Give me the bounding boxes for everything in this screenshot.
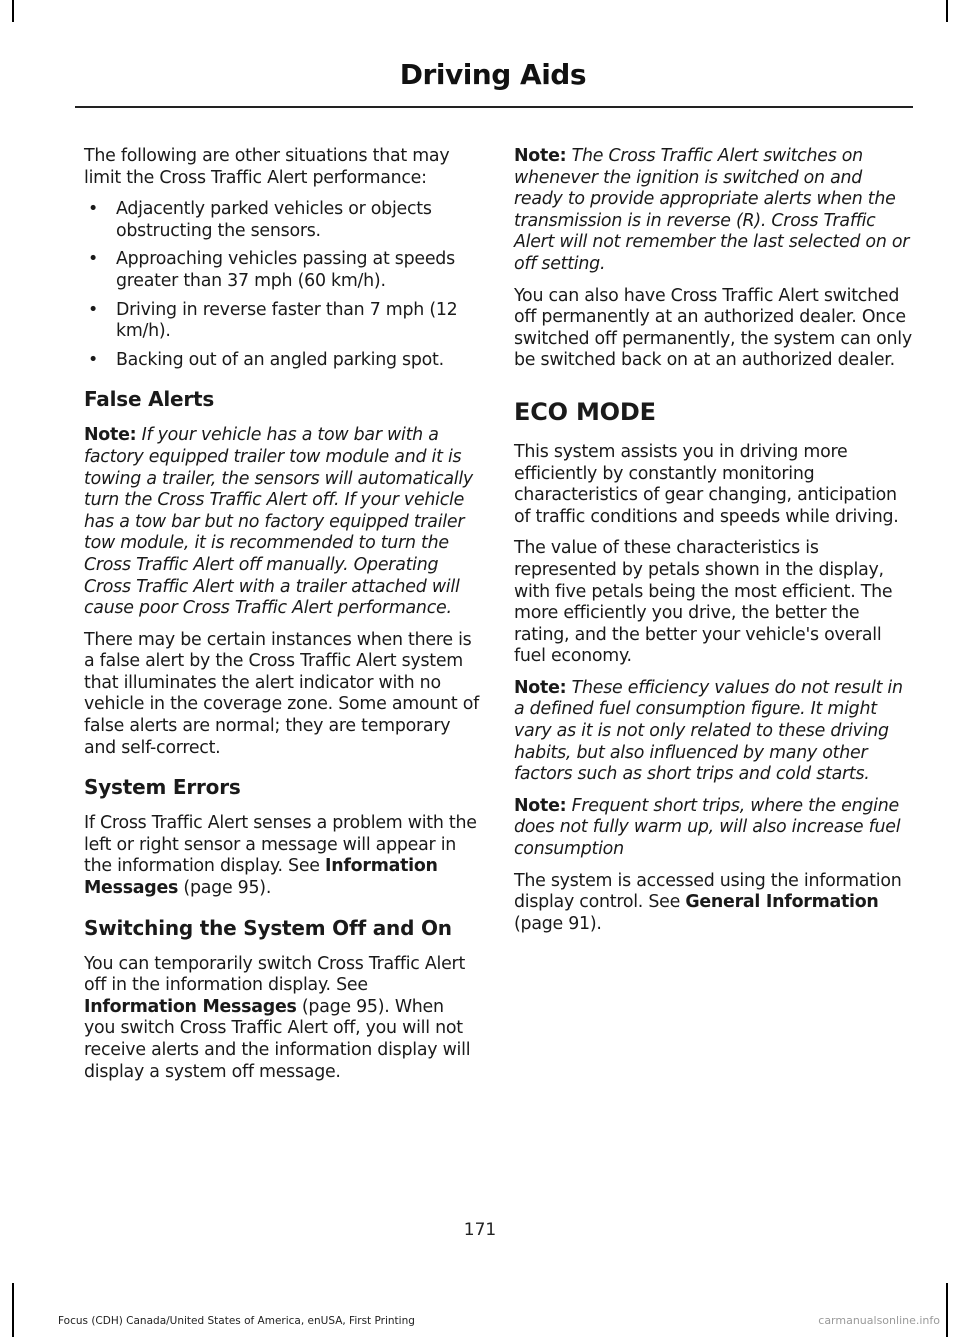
false-alerts-paragraph: There may be certain instances when there is a false alert by the Cross Traffic Alert system that illuminates the alert indicator with no vehicle in the coverage zone. Some amount of false alerts are normal; they are temporary and self-correct. — [84, 629, 479, 758]
cross-traffic-note: Note: The Cross Traffic Alert switches on whenever the ignition is switched on and ready to provide appropriate alerts when the transmission is in reverse (R). Cross Traffic Alert will not remember the last selected on or off setting. — [514, 146, 910, 274]
crop-mark-top-right — [946, 0, 948, 22]
eco-paragraph-1: This system assists you in driving more efficiently by constantly monitoring characteristics of gear changing, anticipation of traffic conditions and speeds while driving. — [514, 441, 899, 527]
intro-paragraph: The following are other situations that may limit the Cross Traffic Alert performance: — [84, 146, 450, 188]
false-alerts-heading: False Alerts — [84, 387, 215, 412]
bullet-icon: • — [88, 199, 99, 220]
switching-paragraph: You can temporarily switch Cross Traffic Alert off in the information display. See Information Messages (page 95). When you switch Cross Traffic Alert off, you will not receive alerts and the information display will display a system off message. — [84, 953, 471, 1082]
bullet-icon: • — [88, 249, 99, 270]
eco-mode-heading: ECO MODE — [514, 397, 656, 426]
general-information-link[interactable]: General Information — [685, 892, 879, 913]
print-info: Focus (CDH) Canada/United States of America, enUSA, First Printing — [58, 1315, 415, 1327]
eco-note-1: Note: These efficiency values do not result in a defined fuel consumption figure. It might vary as it is not only related to these driving habits, but also influenced by many other factors such as short trips and cold starts. — [514, 677, 903, 785]
header-divider — [75, 106, 913, 108]
system-errors-heading: System Errors — [84, 775, 241, 800]
eco-paragraph-2: The value of these characteristics is represented by petals shown in the display, with five petals being the most efficient. The more efficiently you drive, the better the rating, and the better your vehicle's overall fuel economy. — [514, 538, 893, 667]
eco-note-2: Note: Frequent short trips, where the engine does not fully warm up, will also increase fuel consumption — [514, 795, 901, 860]
crop-mark-top-left — [12, 0, 14, 22]
false-alerts-note: Note: If your vehicle has a tow bar with a factory equipped trailer tow module and it is towing a trailer, the sensors will automatically turn the Cross Traffic Alert off. If your vehicle has a tow bar but no factory equipped trailer tow module, it is recommended to turn the Cross Traffic Alert off manually. Operating Cross Traffic Alert with a trailer attached will cause poor Cross Traffic Alert performance. — [84, 425, 473, 619]
list-item: • Adjacently parked vehicles or objects obstructing the sensors. — [88, 199, 432, 241]
information-messages-link[interactable]: Information Messages — [84, 856, 438, 899]
system-errors-paragraph: If Cross Traffic Alert senses a problem with the left or right sensor a message will appear in the information display. See Information Messages (page 95). — [84, 813, 477, 899]
list-item: • Driving in reverse faster than 7 mph (12 km/h). — [88, 299, 458, 342]
dealer-paragraph: You can also have Cross Traffic Alert switched off permanently at an authorized dealer. Once switched off permanently, the system can only be switched back on at an authorized dealer. — [514, 285, 912, 371]
list-item: • Backing out of an angled parking spot. — [88, 349, 444, 370]
list-item: • Approaching vehicles passing at speeds greater than 37 mph (60 km/h). — [88, 249, 455, 291]
bullet-icon: • — [88, 299, 99, 320]
page-number: 171 — [463, 1220, 497, 1240]
switching-heading: Switching the System Off and On — [84, 915, 452, 940]
crop-mark-bottom-right — [946, 1283, 948, 1337]
limitations-list — [84, 199, 480, 371]
left-column — [84, 146, 480, 1093]
right-column — [514, 146, 912, 945]
access-paragraph: The system is accessed using the information display control. See General Information (page 91). — [514, 870, 902, 934]
bullet-icon: • — [88, 349, 99, 370]
crop-mark-bottom-left — [12, 1283, 14, 1337]
watermark: carmanualsonline.info — [818, 1314, 940, 1327]
information-messages-link[interactable]: Information Messages — [84, 996, 297, 1017]
page-header-title: Driving Aids — [399, 58, 586, 91]
